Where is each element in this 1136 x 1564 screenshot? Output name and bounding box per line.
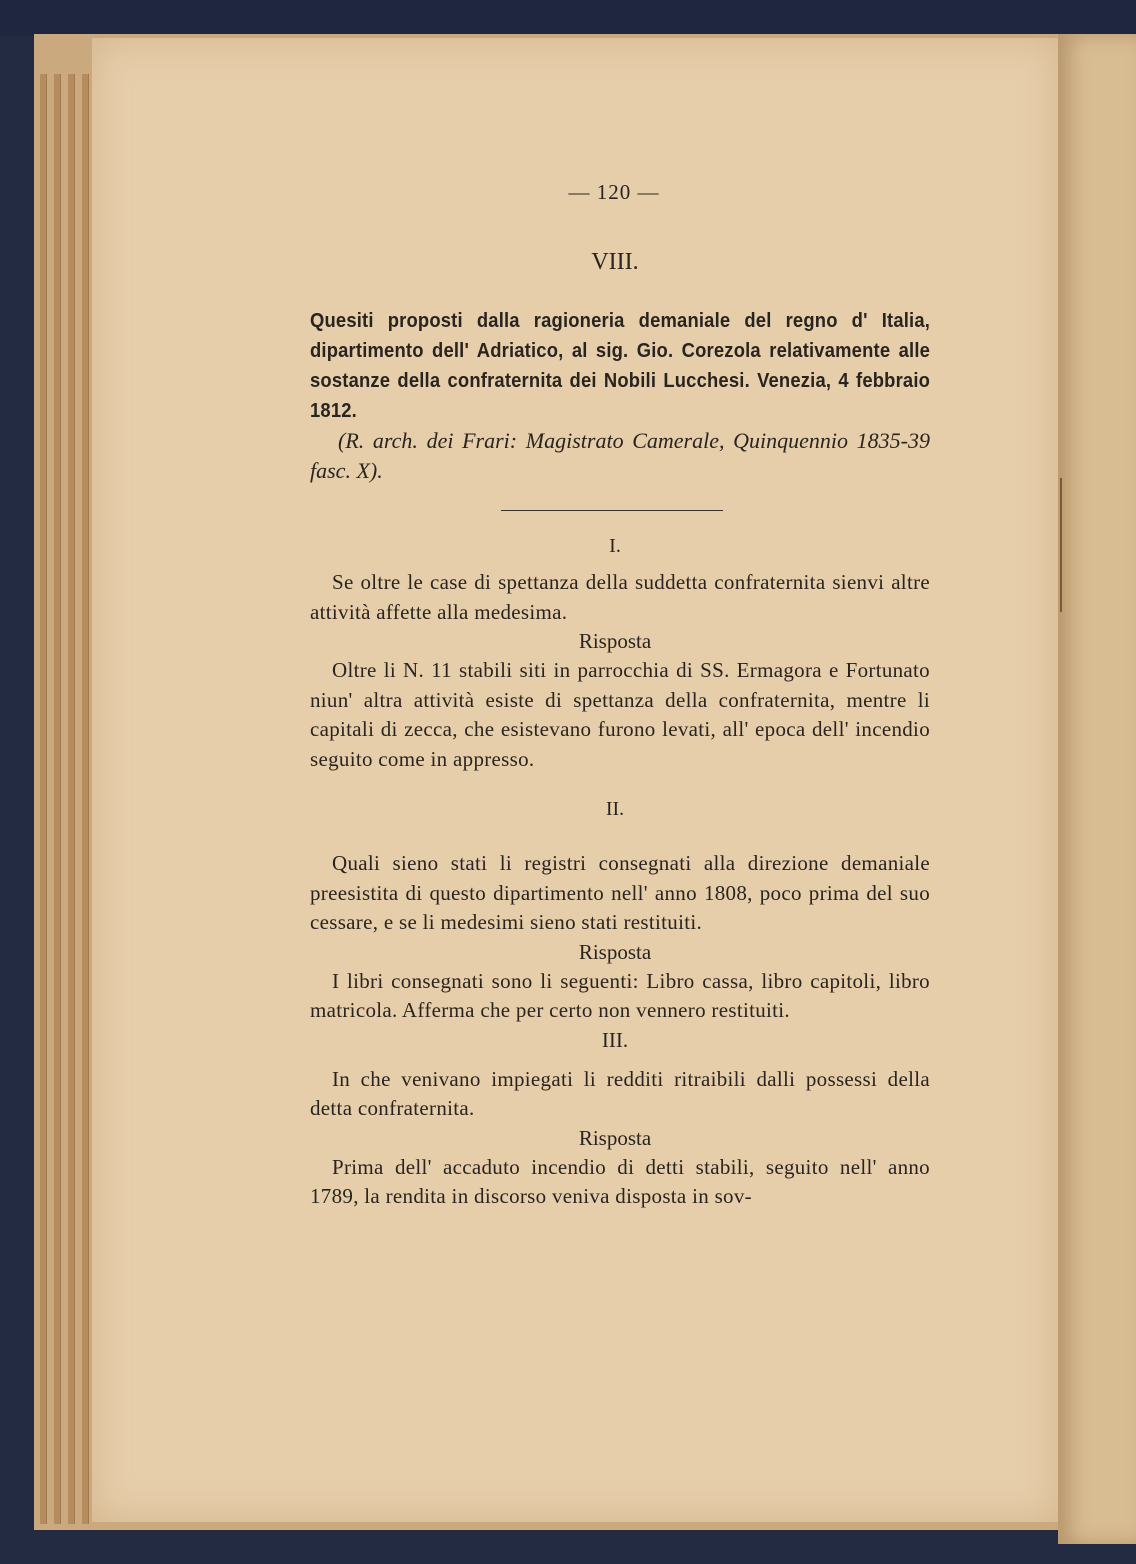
separator-rule: [501, 510, 723, 511]
question-text: Quali sieno stati li registri consegnati alla direzione demaniale preesistita di questo dipartimento nell' anno 1808, poco prima del suo cessare, e se li medesimi sieno stati restituiti.: [310, 851, 930, 934]
page-edge: [40, 74, 47, 1524]
gutter-mark: [1060, 478, 1062, 612]
page-content: [310, 180, 930, 1212]
page-edge: [82, 74, 89, 1524]
page-edge: [54, 74, 61, 1524]
question-number: II.: [605, 798, 625, 820]
question-block: [310, 798, 930, 1026]
document-heading: Quesiti proposti dalla ragioneria demaniale del regno d' Italia, dipartimento dell' Adriatico, al sig. Gio. Corezola relativamente alle sostanze della confraternita dei Nobili Lucchesi. Venezia, 4 febbraio 1812.: [310, 310, 931, 422]
answer-label: Risposta: [578, 939, 652, 964]
answer-label: Risposta: [578, 1125, 652, 1150]
archival-source: (R. arch. dei Frari: Magistrato Camerale, Quinquennio 1835-39 fasc. X).: [310, 428, 930, 483]
question-text: In che venivano impiegati li redditi ritraibili dalli possessi della detta confraternita.: [310, 1066, 930, 1120]
question-number: I.: [609, 535, 621, 557]
answer-label: Risposta: [578, 629, 652, 653]
section-number: VIII.: [591, 249, 639, 275]
question-block: [310, 535, 930, 774]
scan-backdrop: [0, 0, 1136, 36]
answer-text: I libri consegnati sono li seguenti: Libro cassa, libro capitoli, libro matricola. Afferma che per certo non vennero restituiti.: [310, 968, 930, 1022]
question-number: III.: [601, 1027, 629, 1052]
answer-text: Prima dell' accaduto incendio di detti stabili, seguito nell' anno 1789, la rendita in discorso veniva disposta in sov-: [310, 1154, 930, 1208]
facing-page: [1058, 34, 1136, 1544]
question-text: Se oltre le case di spettanza della suddetta confraternita sienvi altre attività affette alla medesima.: [310, 570, 930, 624]
page-number: — 120 —: [568, 180, 660, 204]
answer-text: Oltre li N. 11 stabili siti in parrocchia di SS. Ermagora e Fortunato niun' altra attività esiste di spettanza della confraternita, mentre li capitali di zecca, che esistevano furono levati, all' epoca dell' incendio seguito come in appresso.: [310, 658, 930, 771]
question-block: [310, 1026, 930, 1212]
page-edge: [68, 74, 75, 1524]
